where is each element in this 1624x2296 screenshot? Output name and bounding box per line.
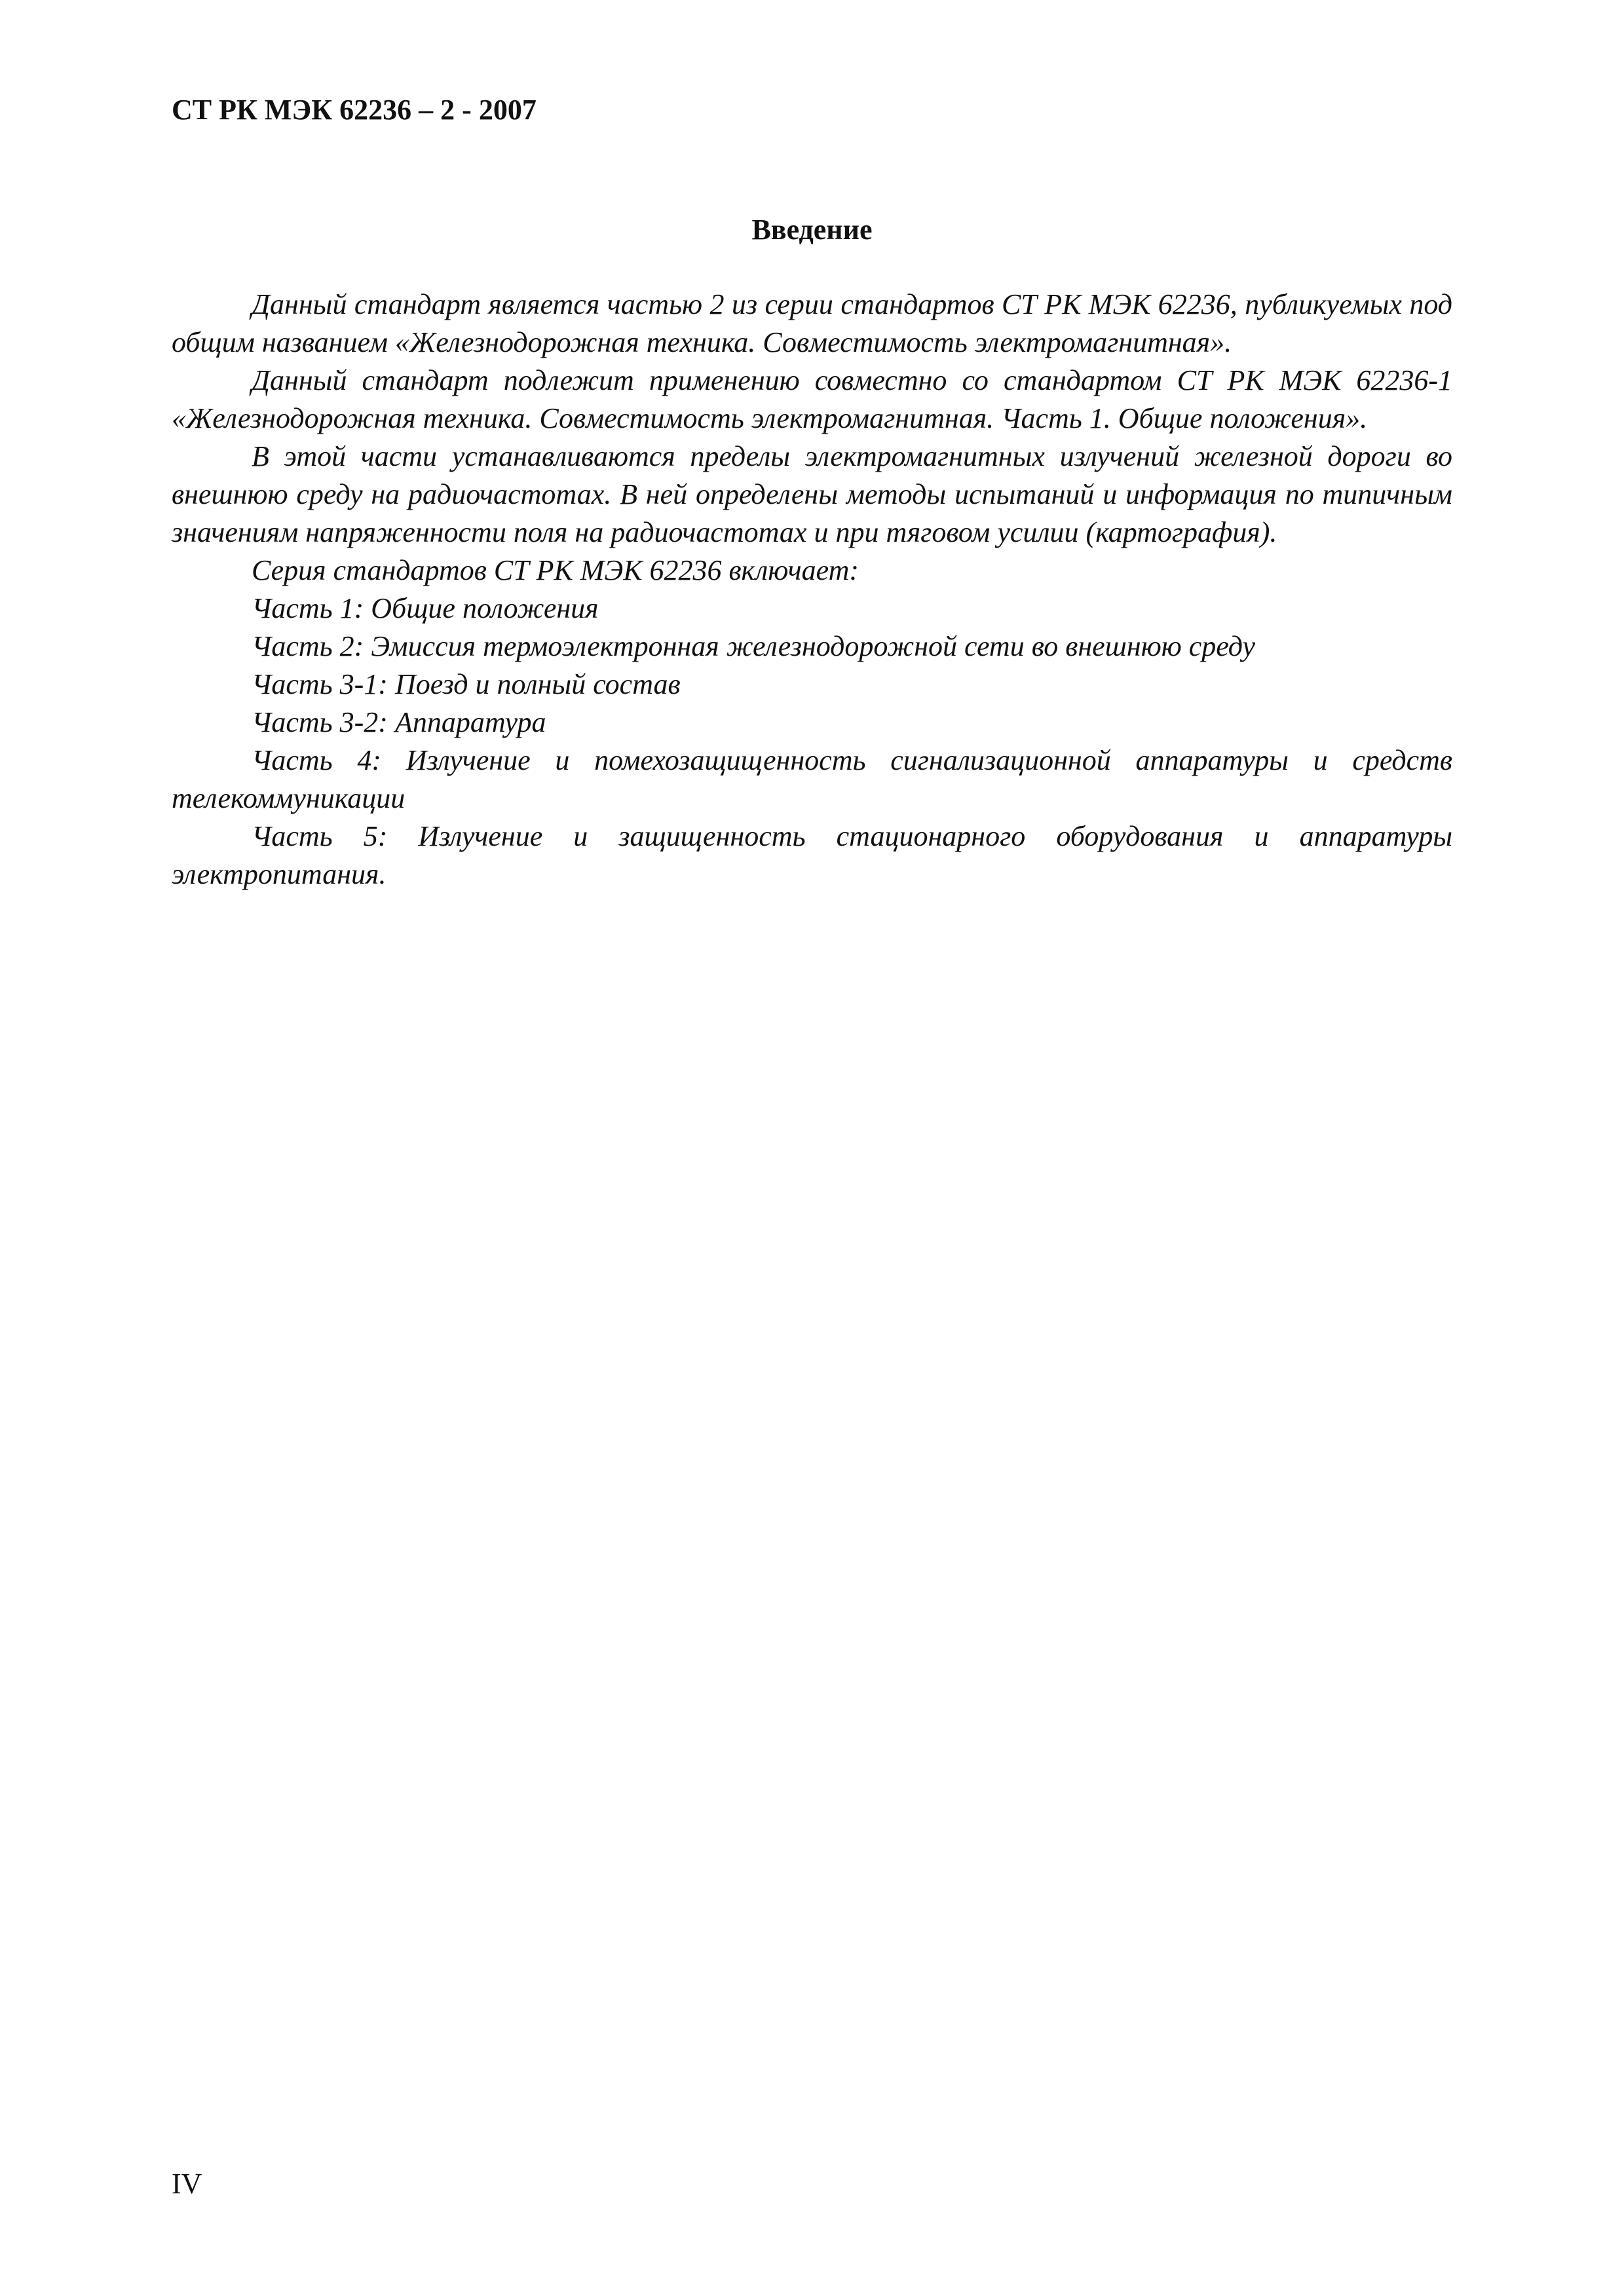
list-item-part-3-1: Часть 3-1: Поезд и полный состав (252, 668, 681, 700)
paragraph-series-includes: Серия стандартов СТ РК МЭК 62236 включает: (252, 554, 859, 586)
document-header: СТ РК МЭК 62236 – 2 - 2007 (172, 94, 537, 126)
list-item-part-1: Часть 1: Общие положения (252, 592, 599, 624)
paragraph-series-part: Данный стандарт является частью 2 из серии стандартов СТ РК МЭК 62236, публикуемых под общим названием «Железнодорожная техника. Совместимость электромагнитная». (172, 288, 1452, 358)
list-item-part-2: Часть 2: Эмиссия термоэлектронная железнодорожной сети во внешнюю среду (252, 630, 1255, 662)
page-number: IV (172, 2168, 202, 2200)
list-item-part-5: Часть 5: Излучение и защищенность стационарного оборудования и аппаратуры электропитания. (172, 820, 1452, 890)
section-title: Введение (751, 214, 873, 246)
paragraph-applied-with: Данный стандарт подлежит применению совместно со стандартом СТ РК МЭК 62236-1 «Железнодорожная техника. Совместимость электромагнитная. Часть 1. Общие положения». (172, 364, 1452, 434)
list-item-part-4: Часть 4: Излучение и помехозащищенность сигнализационной аппаратуры и средств телекоммуникации (172, 744, 1452, 814)
introduction-body (172, 286, 1452, 894)
paragraph-scope: В этой части устанавливаются пределы электромагнитных излучений железной дороги во внешнюю среду на радиочастотах. В ней определены методы испытаний и информация по типичным значениям напряженности поля на радиочастотах и при тяговом усилии (картография). (172, 440, 1452, 548)
list-item-part-3-2: Часть 3-2: Аппаратура (252, 706, 546, 738)
